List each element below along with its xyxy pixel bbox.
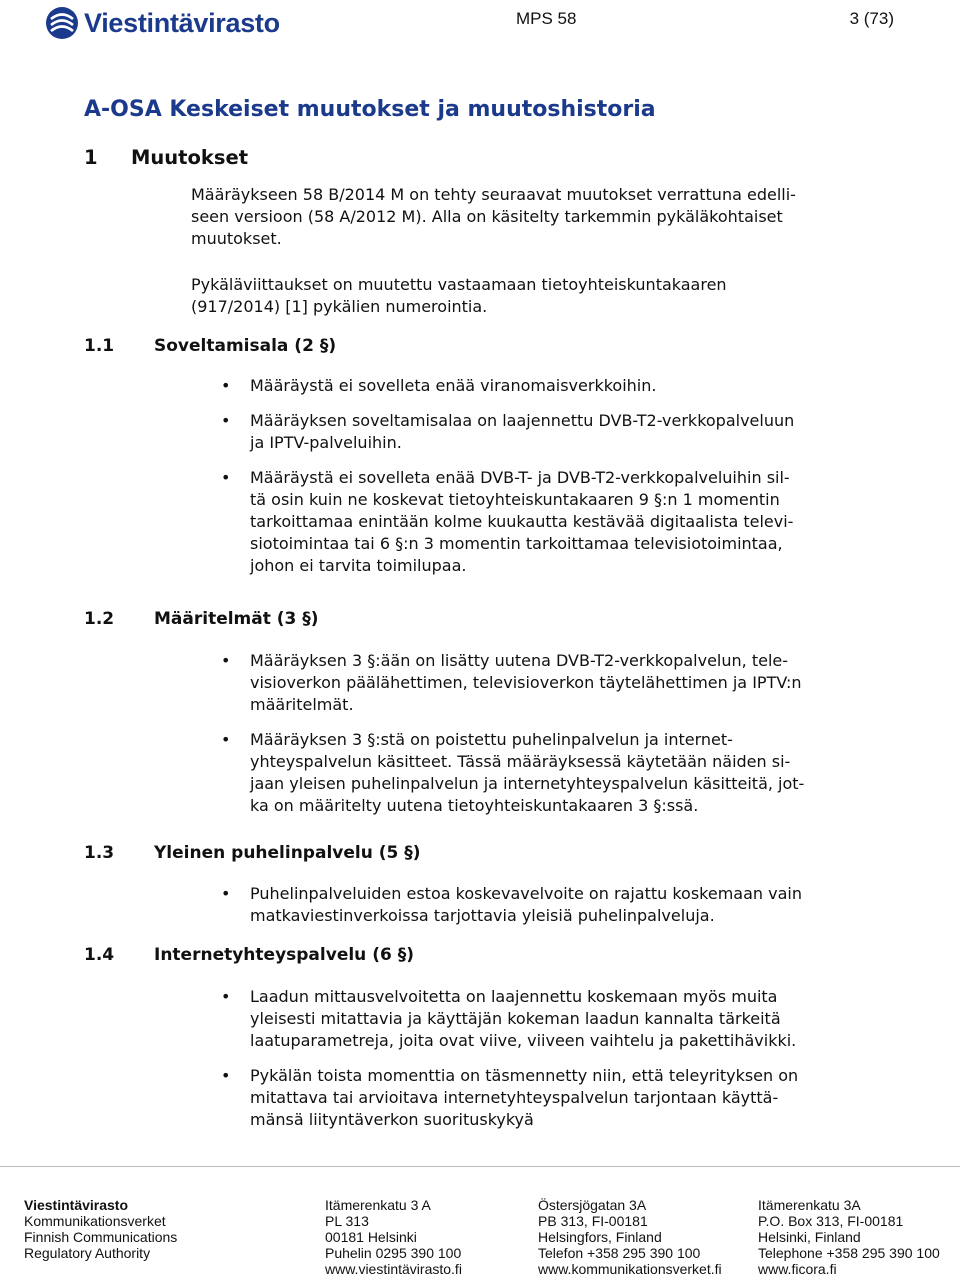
page-number: 3 (73) bbox=[849, 9, 894, 28]
bullet-icon: • bbox=[221, 884, 231, 903]
list-item: • Laadun mittausvelvoitetta on laajennettu koskemaan myös muita yleisesti mitattavia ja käyttäjän kokeman laadun kannalta tärkeitä laatuparametreja, joita ovat viive, viiveen vaihtelu ja pakettihävikki. bbox=[221, 987, 797, 1050]
page-title: A-OSA Keskeiset muutokset ja muutoshistoria bbox=[84, 97, 656, 122]
bullet-icon: • bbox=[221, 987, 231, 1006]
subsection-title: Määritelmät (3 §) bbox=[154, 609, 319, 629]
bullet-list-1-1 bbox=[215, 375, 905, 590]
bullet-icon: • bbox=[221, 376, 231, 395]
bullet-icon: • bbox=[221, 468, 231, 487]
footer-link[interactable]: www.ficora.fi bbox=[758, 1261, 837, 1277]
list-item: • Määräystä ei sovelleta enää viranomaisverkkoihin. bbox=[221, 376, 657, 395]
subsection-title: Yleinen puhelinpalvelu (5 §) bbox=[154, 843, 421, 863]
footer-column-fi: Itämerenkatu 3 A PL 313 00181 Helsinki Puhelin 0295 390 100 www.viestintävirasto.fi bbox=[325, 1197, 462, 1277]
section-number: 1 bbox=[84, 146, 98, 169]
subsection-number: 1.1 bbox=[84, 336, 115, 356]
logo-text: Viestintävirasto bbox=[84, 7, 280, 38]
section-title: Muutokset bbox=[131, 146, 249, 169]
text-line: Määräykseen 58 B/2014 M on tehty seuraavat muutokset verrattuna edelli- bbox=[191, 185, 796, 204]
bullet-icon: • bbox=[221, 651, 231, 670]
footer-link[interactable]: www.kommunikationsverket.fi bbox=[538, 1261, 722, 1277]
footer-column-sv: Östersjögatan 3A PB 313, FI-00181 Helsingfors, Finland Telefon +358 295 390 100 www.kommunikationsverket.fi bbox=[538, 1197, 722, 1277]
list-item: • Määräyksen soveltamisalaa on laajennettu DVB-T2-verkkopalveluun ja IPTV-palveluihin. bbox=[221, 411, 795, 452]
footer-column-agency: Viestintävirasto Kommunikationsverket Finnish Communications Regulatory Authority bbox=[24, 1197, 178, 1261]
subsection-title: Internetyhteyspalvelu (6 §) bbox=[154, 945, 414, 965]
bullet-icon: • bbox=[221, 411, 231, 430]
bullet-icon: • bbox=[221, 730, 231, 749]
list-item: • Puhelinpalveluiden estoa koskevavelvoite on rajattu koskemaan vain matkaviestinverkoissa tarjottavia yleisiä puhelinpalveluja. bbox=[221, 884, 802, 925]
list-item: • Määräyksen 3 §:ään on lisätty uutena DVB-T2-verkkopalvelun, tele- visioverkon päälähettimen, televisioverkon täytelähettimen ja IPTV:n määritelmät. bbox=[221, 651, 802, 714]
subsection-heading-1-2 bbox=[84, 609, 319, 629]
text-line: (917/2014) [1] pykälien numerointia. bbox=[191, 297, 488, 316]
bullet-list-1-4 bbox=[215, 986, 905, 1144]
logo-emblem-icon bbox=[45, 6, 79, 40]
text-line: muutokset. bbox=[191, 229, 282, 248]
footer-column-en: Itämerenkatu 3A P.O. Box 313, FI-00181 Helsinki, Finland Telephone +358 295 390 100 www.ficora.fi bbox=[758, 1197, 940, 1277]
subsection-heading-1-4 bbox=[84, 945, 414, 965]
text-line: seen versioon (58 A/2012 M). Alla on käsitelty tarkemmin pykäläkohtaiset bbox=[191, 207, 783, 226]
list-item: • Pykälän toista momenttia on täsmennetty niin, että teleyrityksen on mitattava tai arvioitava internetyhteyspalvelun tarjontaan käyttä- mänsä liityntäverkon suorituskykyä bbox=[221, 1066, 799, 1129]
bullet-icon: • bbox=[221, 1066, 231, 1085]
subsection-number: 1.4 bbox=[84, 945, 115, 965]
bullet-list-1-2 bbox=[215, 650, 905, 830]
subsection-heading-1-3 bbox=[84, 843, 421, 863]
agency-logo bbox=[45, 6, 280, 40]
bullet-list-1-3 bbox=[215, 883, 905, 940]
footer-link[interactable]: www.viestintävirasto.fi bbox=[325, 1261, 462, 1277]
subsection-number: 1.2 bbox=[84, 609, 115, 629]
subsection-number: 1.3 bbox=[84, 843, 115, 863]
intro-paragraph-2 bbox=[191, 274, 891, 318]
intro-paragraph bbox=[191, 184, 891, 250]
subsection-heading-1-1 bbox=[84, 336, 336, 356]
text-line: Pykäläviittaukset on muutettu vastaamaan tietoyhteiskuntakaaren bbox=[191, 275, 727, 294]
list-item: • Määräystä ei sovelleta enää DVB-T- ja DVB-T2-verkkopalveluihin sil- tä osin kuin ne koskevat tietoyhteiskuntakaaren 9 §:n 1 momentin tarkoittamaa enintään kolme kuukautta kestävää digitaalista televi- siotoimintaa tai 6 §:n 3 momentin tarkoittamaa televisiotoimintaa, johon ei tarvita toimilupaa. bbox=[221, 468, 794, 575]
subsection-title: Soveltamisala (2 §) bbox=[154, 336, 337, 356]
section-heading bbox=[84, 146, 248, 169]
footer-divider bbox=[0, 1166, 960, 1167]
list-item: • Määräyksen 3 §:stä on poistettu puhelinpalvelun ja internet- yhteyspalvelun käsitteet. Tässä määräyksessä käytetään näiden si- jaan yleisen puhelinpalvelun ja internetyhteyspalvelun käsitteitä, jot- ka on määritelty uutena tietoyhteiskuntakaaren 3 §:ssä. bbox=[221, 730, 805, 815]
document-id: MPS 58 bbox=[516, 9, 577, 28]
